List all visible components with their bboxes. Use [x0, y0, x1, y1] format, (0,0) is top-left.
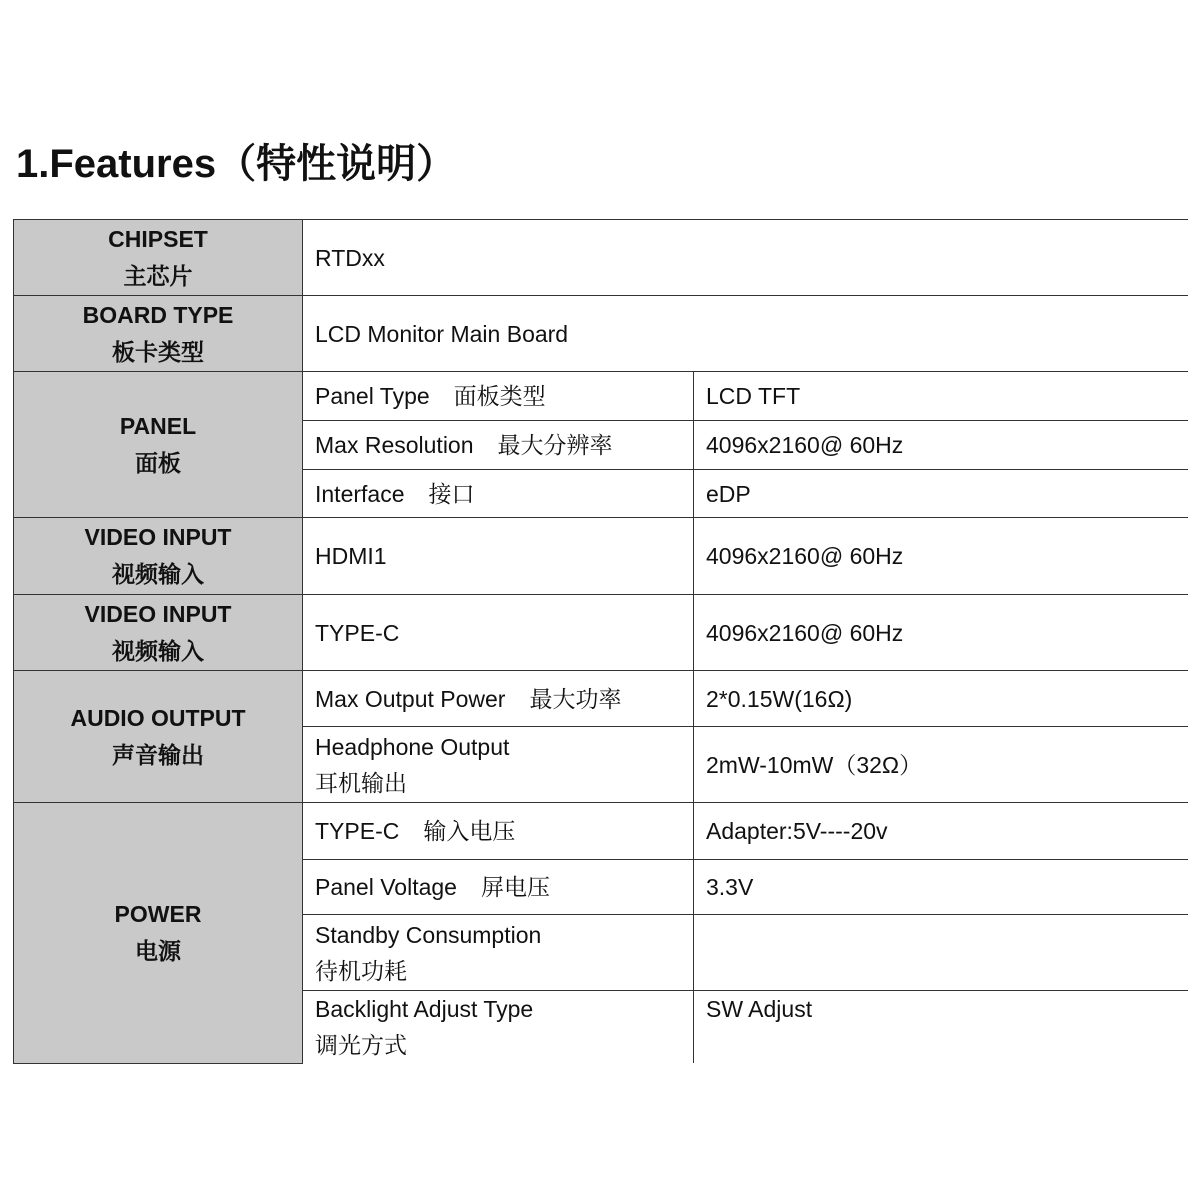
spec-name-cell — [303, 671, 694, 727]
category-cell-audio-output — [14, 671, 303, 803]
spec-name-en: Backlight Adjust Type — [315, 996, 534, 1022]
spec-name: HDMI1 — [303, 518, 694, 595]
category-label-zh: 主芯片 — [123, 262, 193, 289]
spec-name: TYPE-C — [303, 595, 694, 671]
table-row-chipset — [14, 220, 1188, 296]
spec-name-cell — [303, 860, 694, 915]
spec-name-cell — [303, 727, 694, 803]
spec-name-zh: 面板类型 — [453, 383, 546, 409]
table-row-typec-input-voltage — [14, 803, 1188, 860]
spec-name-en: Interface — [315, 480, 405, 507]
spec-value: 4096x2160@ 60Hz — [694, 518, 1188, 595]
category-label-en: VIDEO INPUT — [84, 524, 232, 550]
spec-name-en: Standby Consumption — [315, 921, 542, 948]
spec-name-en: Panel Type — [315, 383, 430, 409]
category-label-en: VIDEO INPUT — [84, 600, 232, 627]
category-cell-power — [14, 803, 303, 1064]
category-label-zh: 视频输入 — [112, 637, 204, 664]
spec-value: Adapter:5V----20v — [694, 803, 1188, 860]
spec-name-en: Max Output Power — [315, 685, 506, 712]
spec-name-zh: 输入电压 — [423, 818, 516, 844]
category-label-en: PANEL — [119, 412, 197, 439]
table-row-board-type — [14, 296, 1188, 372]
spec-value: 2*0.15W(16Ω) — [694, 671, 1188, 727]
category-label-en: POWER — [114, 900, 202, 927]
spec-value: LCD TFT — [694, 372, 1188, 421]
table-row-video-input-hdmi — [14, 518, 1188, 595]
category-label-en: AUDIO OUTPUT — [70, 704, 246, 731]
spec-name-cell — [303, 991, 694, 1064]
category-cell-chipset — [14, 220, 303, 296]
spec-name-zh: 接口 — [428, 480, 475, 507]
spec-name-en: Headphone Output — [315, 733, 510, 760]
category-label-zh: 电源 — [135, 937, 181, 964]
spec-value — [694, 915, 1188, 991]
spec-name-cell — [303, 372, 694, 421]
spec-name-cell — [303, 915, 694, 991]
board-type-value: LCD Monitor Main Board — [303, 296, 1188, 372]
spec-value: 2mW-10mW（32Ω） — [694, 727, 1188, 803]
category-label-zh: 声音输出 — [112, 741, 204, 768]
spec-name-zh: 耳机输出 — [315, 769, 407, 796]
table-row-max-output-power — [14, 671, 1188, 727]
spec-name-en: Max Resolution — [315, 432, 474, 458]
category-cell-video-input — [14, 595, 303, 671]
category-label-zh: 板卡类型 — [112, 338, 204, 365]
category-label-zh: 面板 — [135, 449, 181, 476]
category-label-en: CHIPSET — [108, 225, 208, 252]
chipset-value: RTDxx — [303, 220, 1188, 296]
features-table — [13, 219, 1188, 1064]
spec-name-zh: 最大功率 — [529, 685, 622, 712]
spec-name-cell — [303, 803, 694, 860]
category-label-en: BOARD TYPE — [82, 301, 234, 328]
category-label-zh: 视频输入 — [112, 561, 204, 587]
spec-value: 4096x2160@ 60Hz — [694, 421, 1188, 470]
spec-value: 3.3V — [694, 860, 1188, 915]
spec-name-zh: 最大分辨率 — [497, 432, 613, 458]
spec-name-zh: 调光方式 — [315, 1032, 407, 1058]
page-title: 1.Features（特性说明） — [16, 142, 457, 186]
spec-name-en: Panel Voltage — [315, 874, 457, 900]
category-cell-video-input — [14, 518, 303, 595]
category-cell-panel — [14, 372, 303, 518]
spec-name-zh: 待机功耗 — [315, 957, 407, 984]
spec-value: 4096x2160@ 60Hz — [694, 595, 1188, 671]
spec-value: eDP — [694, 470, 1188, 518]
spec-value: SW Adjust — [694, 991, 1188, 1064]
spec-name-zh: 屏电压 — [480, 874, 550, 900]
table-row-panel-type — [14, 372, 1188, 421]
table-row-video-input-typec — [14, 595, 1188, 671]
spec-name-cell — [303, 470, 694, 518]
spec-name-en: TYPE-C — [315, 818, 400, 844]
spec-name-cell — [303, 421, 694, 470]
category-cell-board-type — [14, 296, 303, 372]
